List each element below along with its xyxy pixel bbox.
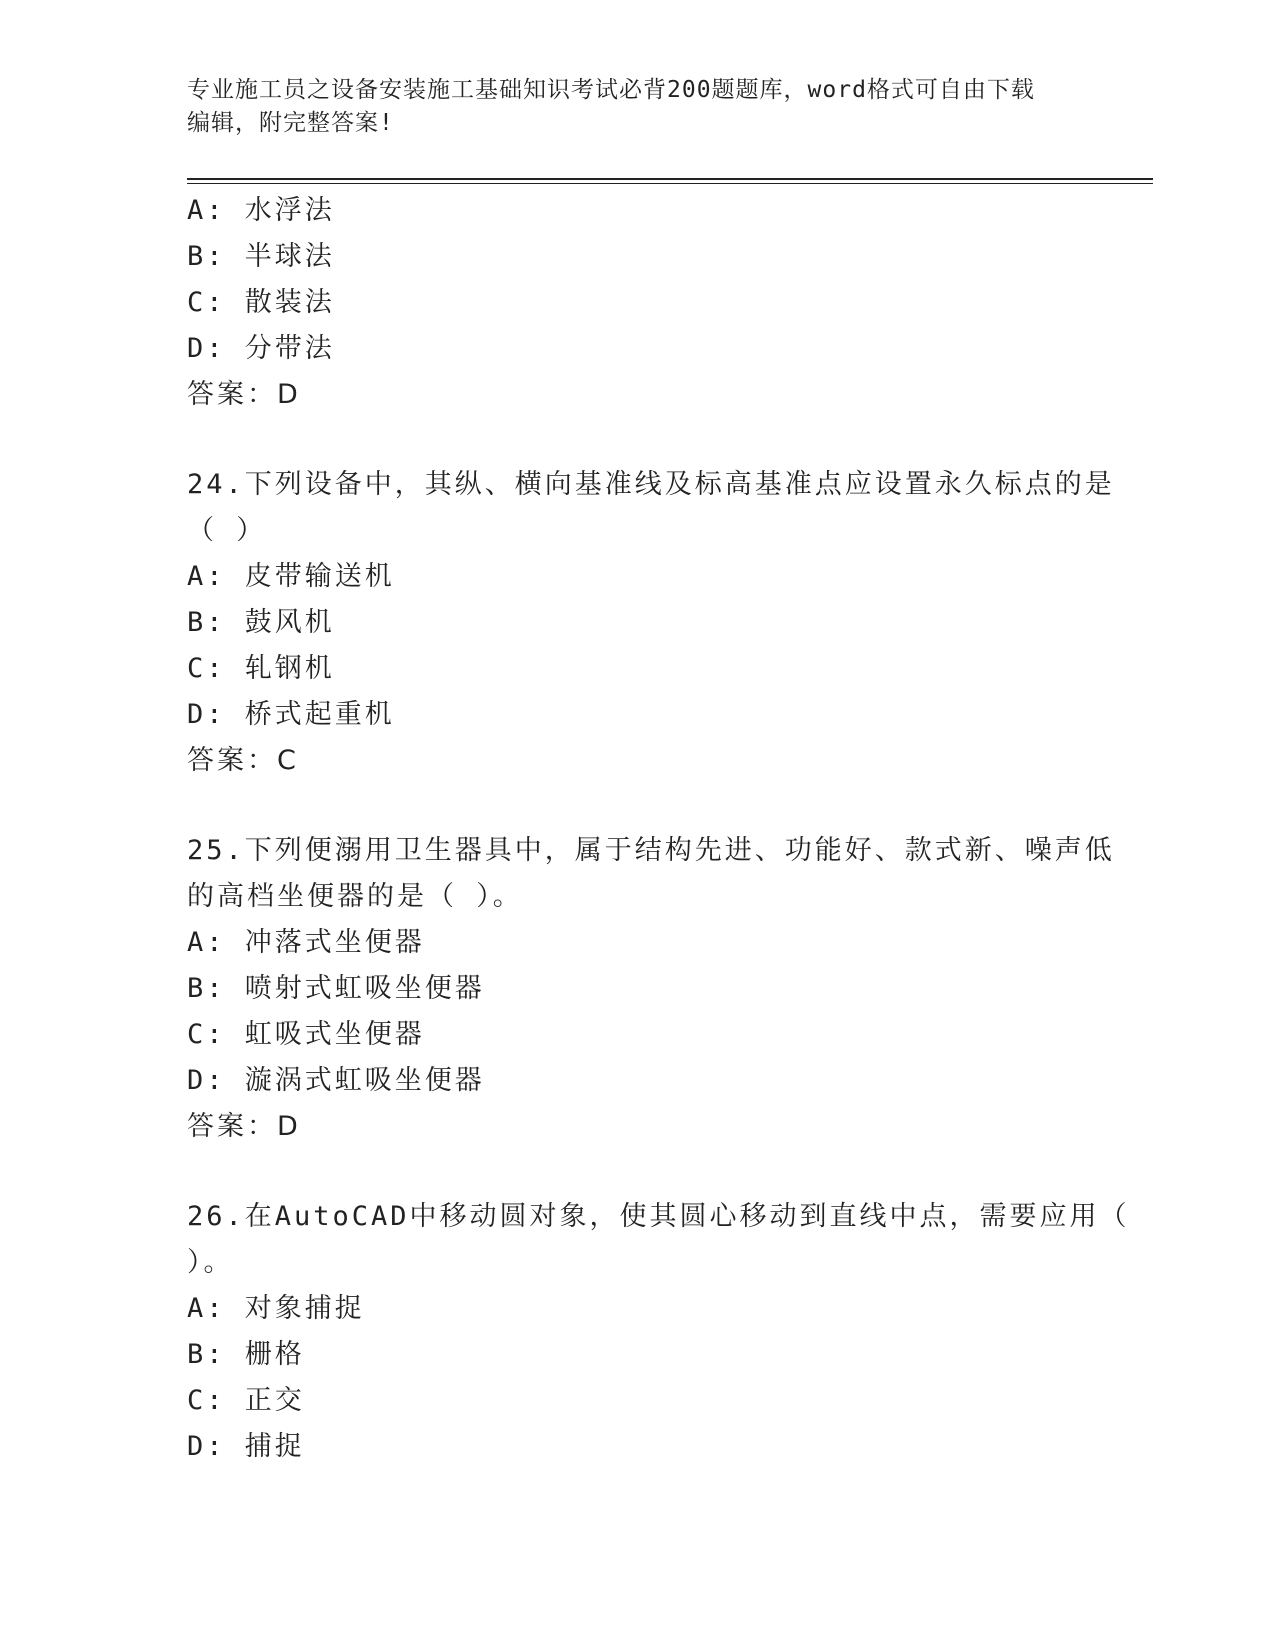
option-b: B: 鼓风机 <box>187 607 335 638</box>
question-stem-continued: （ ） <box>187 515 267 546</box>
option-d: D: 漩涡式虹吸坐便器 <box>187 1065 485 1096</box>
option-b: B: 喷射式虹吸坐便器 <box>187 973 485 1004</box>
question-25 <box>187 828 1115 1150</box>
option-c: C: 正交 <box>187 1385 305 1416</box>
answer: 答案：D <box>187 379 301 410</box>
option-c: C: 虹吸式坐便器 <box>187 1019 425 1050</box>
answer: 答案：D <box>187 1111 301 1142</box>
option-b: B: 栅格 <box>187 1339 305 1370</box>
document-header <box>187 74 1067 140</box>
option-c: C: 轧钢机 <box>187 653 335 684</box>
option-d: D: 桥式起重机 <box>187 699 395 730</box>
option-a: A: 对象捕捉 <box>187 1293 365 1324</box>
question-stem-continued: ）。 <box>187 1247 234 1278</box>
option-a: A: 冲落式坐便器 <box>187 927 425 958</box>
question-26 <box>187 1194 1130 1470</box>
option-a: A: 皮带输送机 <box>187 561 395 592</box>
option-d: D: 捕捉 <box>187 1431 305 1462</box>
question-23 <box>187 188 1087 418</box>
header-rule-thin <box>187 183 1153 184</box>
header-line-1: 专业施工员之设备安装施工基础知识考试必背200题题库，word格式可自由下载 <box>187 77 1035 103</box>
question-stem: 25.下列便溺用卫生器具中，属于结构先进、功能好、款式新、噪声低 <box>187 835 1115 866</box>
question-24 <box>187 462 1115 784</box>
answer: 答案：C <box>187 745 299 776</box>
header-rule-thick <box>187 178 1153 180</box>
option-a: A: 水浮法 <box>187 195 335 226</box>
question-list <box>187 188 1130 1470</box>
question-stem: 24.下列设备中，其纵、横向基准线及标高基准点应设置永久标点的是 <box>187 469 1115 500</box>
option-b: B: 半球法 <box>187 241 335 272</box>
header-line-2: 编辑，附完整答案! <box>187 110 394 136</box>
option-d: D: 分带法 <box>187 333 335 364</box>
question-stem-continued: 的高档坐便器的是（ ）。 <box>187 881 523 912</box>
option-c: C: 散装法 <box>187 287 335 318</box>
question-stem: 26.在AutoCAD中移动圆对象，使其圆心移动到直线中点，需要应用（ <box>187 1201 1130 1232</box>
